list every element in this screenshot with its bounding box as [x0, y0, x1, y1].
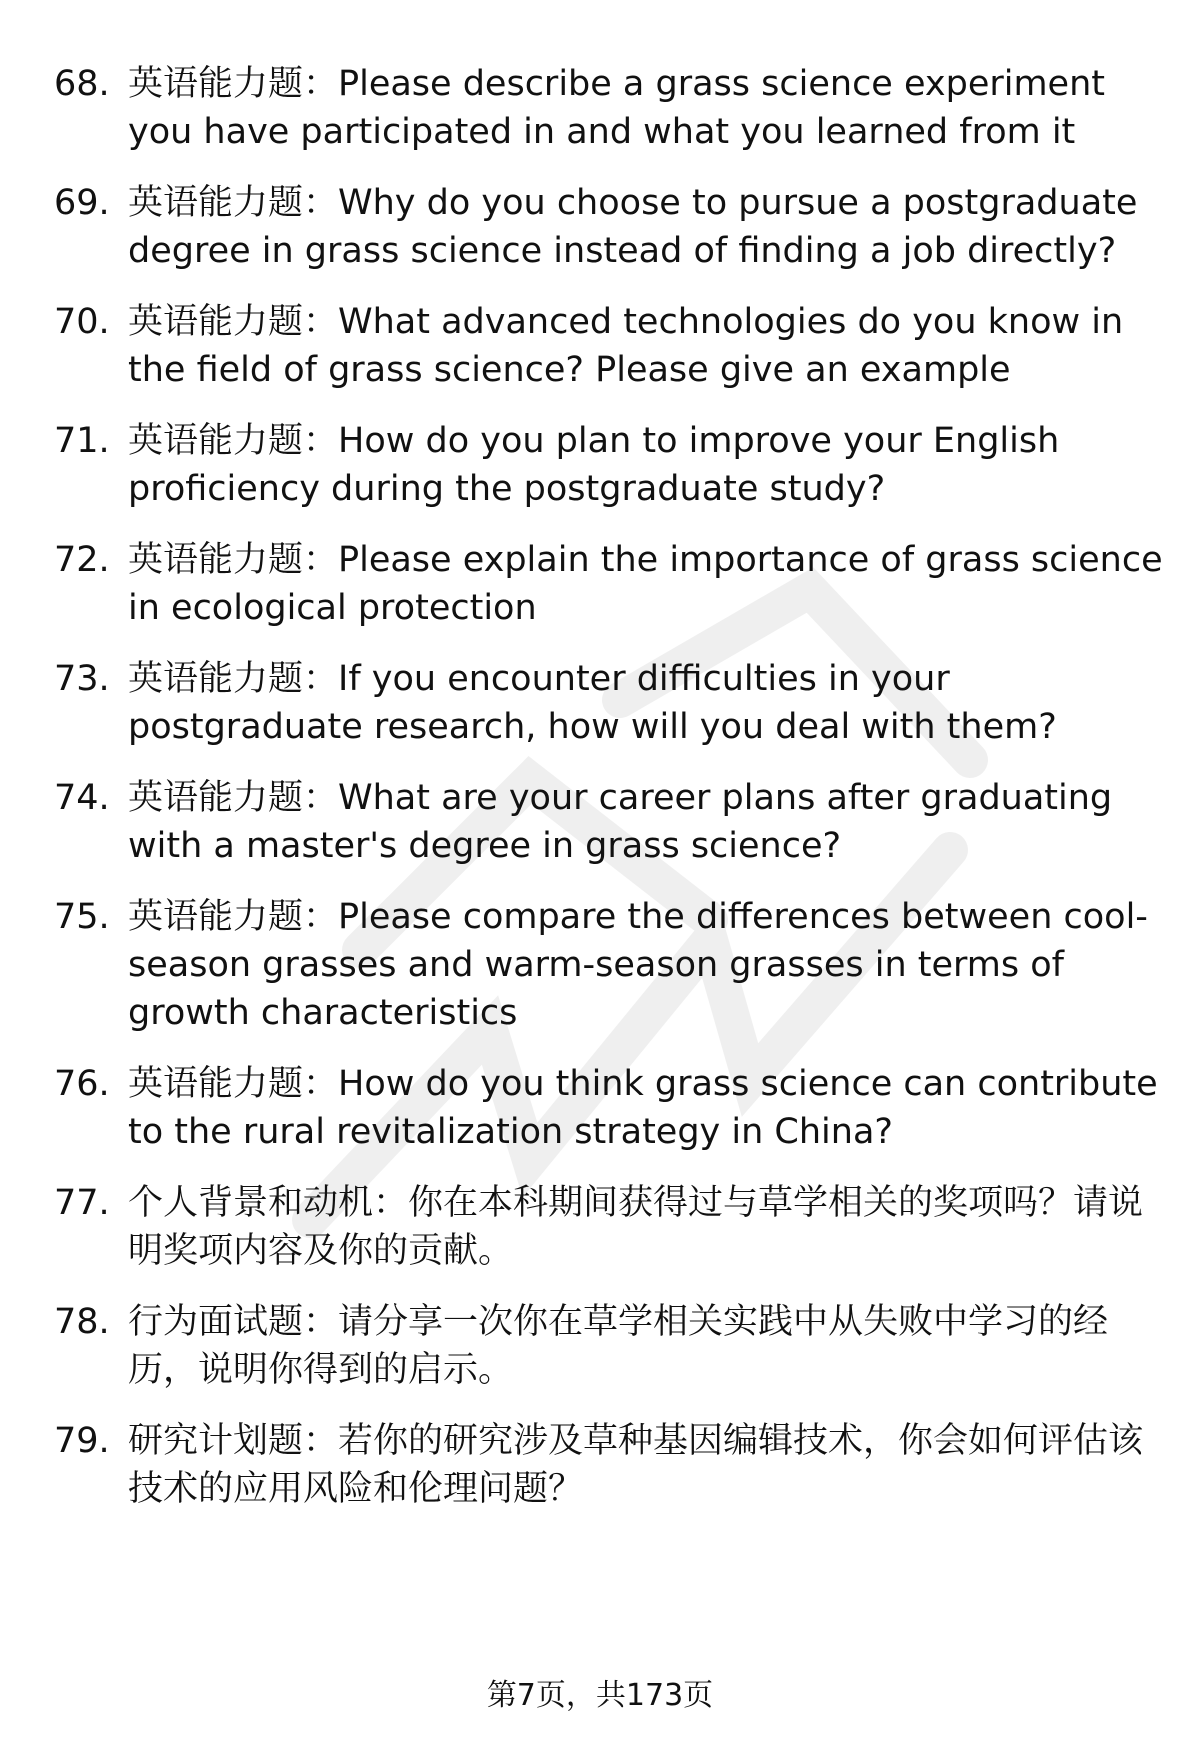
- question-number: 68.: [54, 64, 110, 104]
- question-number: 69.: [54, 183, 110, 223]
- question-number: 74.: [54, 778, 110, 818]
- question-item: [54, 60, 1164, 156]
- question-number: 79.: [54, 1421, 110, 1461]
- question-number: 70.: [54, 302, 110, 342]
- question-text: 英语能力题：If you encounter difficulties in your postgraduate research, how will you deal with them?: [128, 659, 1057, 747]
- question-text: 英语能力题：Please compare the differences between cool-season grasses and warm-season grasses in terms of growth characteristics: [128, 897, 1148, 1033]
- question-item: [54, 774, 1164, 870]
- question-item: [54, 655, 1164, 751]
- question-item: [54, 1179, 1164, 1275]
- question-item: [54, 1060, 1164, 1156]
- question-number: 77.: [54, 1183, 110, 1223]
- question-list: [54, 60, 1164, 1513]
- question-item: [54, 298, 1164, 394]
- question-text: 研究计划题：若你的研究涉及草种基因编辑技术，你会如何评估该技术的应用风险和伦理问题？: [128, 1421, 1144, 1509]
- question-text: 英语能力题：How do you think grass science can contribute to the rural revitalization strategy in China?: [128, 1064, 1158, 1152]
- question-number: 75.: [54, 897, 110, 937]
- question-item: [54, 536, 1164, 632]
- question-item: [54, 179, 1164, 275]
- page-number-footer: 第7页，共173页: [486, 1678, 714, 1713]
- question-number: 78.: [54, 1302, 110, 1342]
- question-number: 72.: [54, 540, 110, 580]
- question-number: 73.: [54, 659, 110, 699]
- question-text: 英语能力题：Please describe a grass science experiment you have participated in and what you learned from it: [128, 64, 1105, 152]
- question-number: 71.: [54, 421, 110, 461]
- question-text: 英语能力题：What advanced technologies do you know in the field of grass science? Please give an example: [128, 302, 1124, 390]
- question-item: [54, 1417, 1164, 1513]
- question-item: [54, 417, 1164, 513]
- question-number: 76.: [54, 1064, 110, 1104]
- question-text: 英语能力题：Please explain the importance of grass science in ecological protection: [128, 540, 1163, 628]
- question-text: 英语能力题：What are your career plans after graduating with a master's degree in grass science?: [128, 778, 1113, 866]
- question-item: [54, 893, 1164, 1037]
- question-item: [54, 1298, 1164, 1394]
- question-text: 个人背景和动机：你在本科期间获得过与草学相关的奖项吗？请说明奖项内容及你的贡献。: [128, 1183, 1144, 1271]
- question-text: 行为面试题：请分享一次你在草学相关实践中从失败中学习的经历，说明你得到的启示。: [128, 1302, 1109, 1390]
- question-text: 英语能力题：How do you plan to improve your English proficiency during the postgraduate study?: [128, 421, 1060, 509]
- question-text: 英语能力题：Why do you choose to pursue a postgraduate degree in grass science instead of finding a job directly?: [128, 183, 1138, 271]
